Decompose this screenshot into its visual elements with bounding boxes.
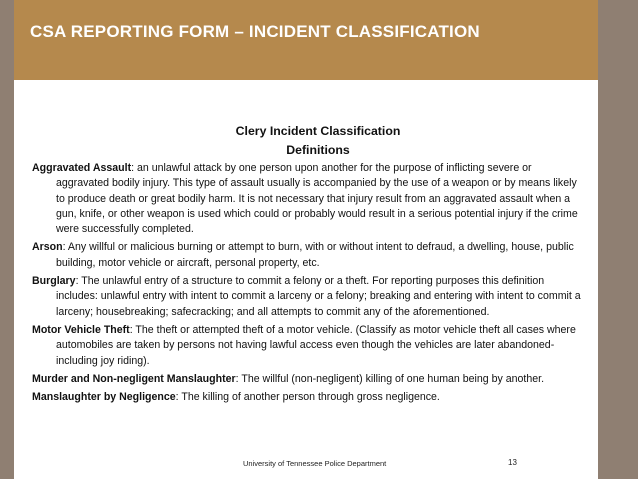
definition-text: The theft or attempted theft of a motor vehicle. (Classify as motor vehicle theft all cases where automobiles are taken by persons not having lawful access even though the vehicles are later abandoned-including joy riding). xyxy=(56,323,576,367)
definition-term: Murder and Non-negligent Manslaughter xyxy=(32,372,236,385)
footer-department: University of Tennessee Police Department xyxy=(243,459,387,468)
definition-separator: : xyxy=(131,162,137,174)
right-decorative-bar xyxy=(598,0,638,479)
slide-content xyxy=(32,122,584,408)
definition-separator: : xyxy=(235,372,242,385)
section-subheading: Definitions xyxy=(286,143,350,157)
definition-aggravated-assault xyxy=(32,161,584,237)
definition-term: Manslaughter by Negligence xyxy=(32,391,176,404)
definition-text: an unlawful attack by one person upon another for the purpose of inflicting severe or aggravated bodily injury. This type of assault usually is accompanied by the use of a weapon or by means likely to produce death or great bodily harm. It is not necessary that injury result from an aggravated assault when a gun, knife, or other weapon is used which could or probably would result in a serious potential injury if the crime were successfully completed. xyxy=(56,162,578,236)
definition-separator: : xyxy=(129,323,136,336)
definition-burglary xyxy=(32,274,584,320)
slide-title: CSA REPORTING FORM – INCIDENT CLASSIFICATION xyxy=(30,22,480,41)
definition-separator: : xyxy=(75,275,82,288)
left-decorative-bar xyxy=(0,0,14,479)
definition-term: Burglary xyxy=(32,275,76,288)
definition-text: The unlawful entry of a structure to commit a felony or a theft. For reporting purposes this definition includes: unlawful entry with intent to commit a larceny or a felony; breaking and entering with intent to commit a larceny; housebreaking; safecracking; and all attempts to commit any of the aforementioned. xyxy=(56,275,581,318)
definition-motor-vehicle-theft xyxy=(32,323,584,369)
definition-term: Arson xyxy=(32,241,63,254)
definition-text: The willful (non-negligent) killing of one human being by another. xyxy=(241,372,545,385)
definition-term: Aggravated Assault xyxy=(32,162,132,174)
definition-separator: : xyxy=(62,241,68,254)
definition-arson xyxy=(32,240,584,271)
definition-text: Any willful or malicious burning or attempt to burn, with or without intent to defraud, a dwelling, house, public building, motor vehicle or aircraft, personal property, etc. xyxy=(56,241,574,269)
definition-manslaughter-by-negligence xyxy=(32,390,584,405)
page-number: 13 xyxy=(508,458,517,467)
definition-murder xyxy=(32,372,584,387)
definition-term: Motor Vehicle Theft xyxy=(32,323,130,336)
definition-separator: : xyxy=(175,391,182,404)
section-heading: Clery Incident Classification xyxy=(235,124,401,138)
definition-text: The killing of another person through gross negligence. xyxy=(181,391,440,404)
